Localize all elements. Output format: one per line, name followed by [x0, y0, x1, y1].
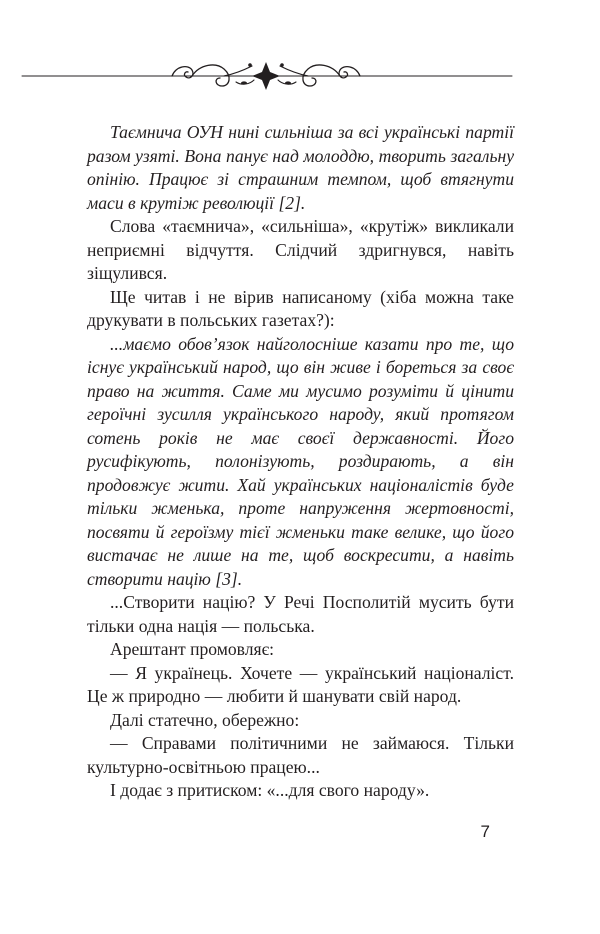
page-number: 7	[480, 822, 490, 841]
header-ornament	[0, 50, 600, 96]
body-paragraph: Ще читав і не вірив написаному (хіба можна таке друкувати в польських газетах?):	[87, 286, 514, 330]
dialogue-paragraph: — Справами політичними не займаюся. Тільки культурно-освітньою працею...	[87, 733, 514, 777]
dialogue-paragraph: — Я українець. Хочете — український націоналіст. Це ж природно — любити й шанувати свій народ.	[87, 662, 514, 706]
italic-quote-paragraph: ...маємо обов’язок найголосніше казати про те, що існує український народ, що він живе і бореться за своє право на життя. Саме ми мусимо розуміти й цінити героїчні зусилля українського народу, який протягом сотень років не має своєї державності. Його русифікують, полонізують, роздирають, а він продовжує жити. Хай українських націоналістів буде тільки жменька, проте напруження жертовності, посвяти й героїзму тієї жменьки таке велике, що його вистачає не лише на те, щоб воскресити, а навіть створити націю [3].	[87, 333, 514, 589]
body-paragraph: Слова «таємнича», «сильніша», «крутіж» викликали неприємні відчуття. Слідчий здригнувся, навіть зіщулився.	[87, 216, 514, 283]
body-paragraph: Далі статечно, обережно:	[110, 709, 300, 730]
italic-quote-paragraph: Таємнича ОУН нині сильніша за всі українські партії разом узяті. Вона панує над молоддю, творить загальну опінію. Працює зі страшним темпом, щоб втягнути маси в крутіж революції [2].	[87, 122, 514, 213]
body-paragraph: Арештант промовляє:	[110, 639, 275, 659]
body-paragraph: ...Створити націю? У Речі Посполитій мусить бути тільки одна нація — польська.	[87, 592, 514, 636]
page-body	[87, 121, 514, 803]
body-paragraph: І додає з притиском: «...для свого народу».	[110, 780, 430, 800]
